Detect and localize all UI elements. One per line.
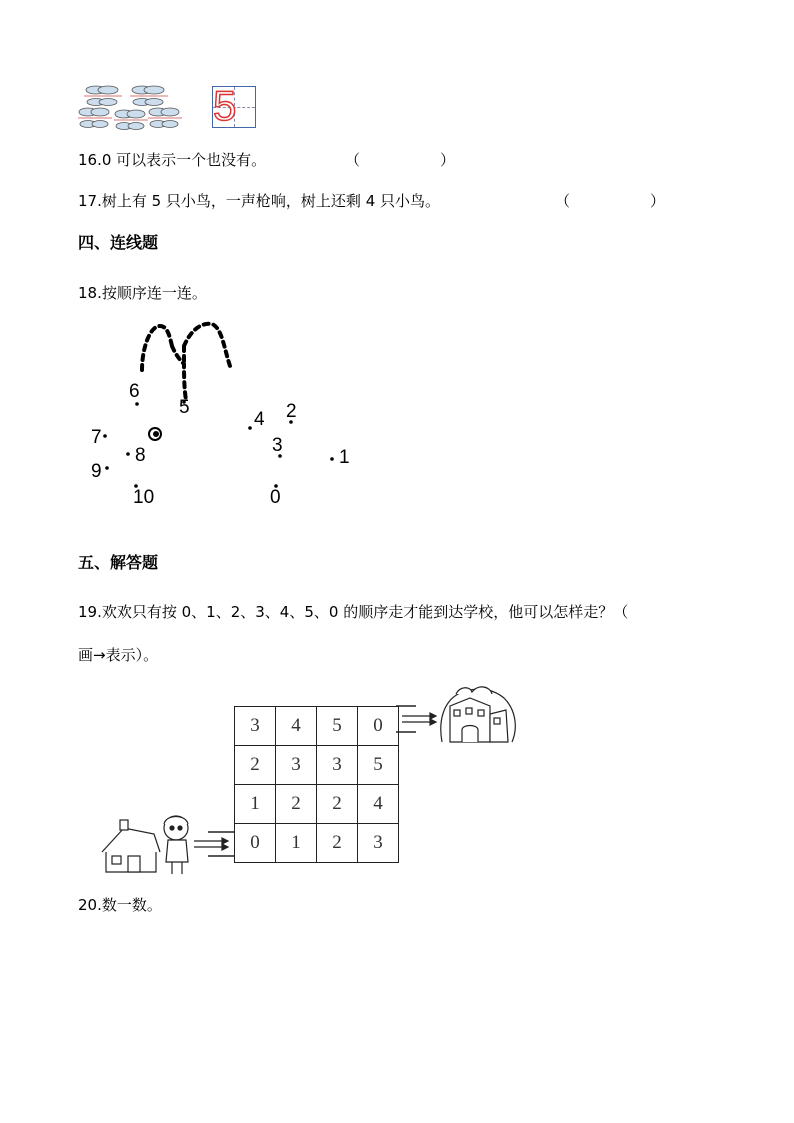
question-17 bbox=[78, 191, 440, 211]
grid-cell[interactable]: 2 bbox=[317, 785, 358, 824]
dot-label-7: 7 bbox=[91, 427, 102, 448]
grid-cell[interactable]: 2 bbox=[276, 785, 317, 824]
question-19-line2: 画→表示）。 bbox=[78, 646, 159, 664]
answer-paren-close: ） bbox=[440, 151, 456, 169]
answer-paren-open: （ bbox=[555, 192, 571, 210]
dot-label-10: 10 bbox=[133, 487, 155, 508]
grid-cell[interactable]: 5 bbox=[317, 707, 358, 746]
section-heading: 四、连线题 bbox=[78, 233, 159, 252]
maze-corridors bbox=[180, 690, 440, 880]
grid-cell[interactable]: 4 bbox=[358, 785, 399, 824]
grid-cell[interactable]: 0 bbox=[235, 824, 276, 863]
answer-paren-close: ） bbox=[650, 192, 666, 210]
house-and-child-illustration bbox=[98, 808, 198, 878]
question-18-text: 18.按顺序连一连。 bbox=[78, 284, 207, 302]
question-16-text: 16.0 可以表示一个也没有。 bbox=[78, 151, 267, 169]
dot-label-0: 0 bbox=[270, 487, 281, 508]
dot-label-2: 2 bbox=[286, 401, 297, 422]
school-illustration bbox=[436, 684, 520, 748]
grid-cell[interactable]: 5 bbox=[358, 746, 399, 785]
dragonflies-illustration bbox=[76, 80, 186, 132]
question-19-line1: 19.欢欢只有按 0、1、2、3、4、5、0 的顺序走才能到达学校，他可以怎样走？（ bbox=[78, 603, 629, 621]
question-17-text: 17.树上有 5 只小鸟，一声枪响，树上还剩 4 只小鸟。 bbox=[78, 192, 441, 210]
dot-label-8: 8 bbox=[135, 445, 146, 466]
tracing-box bbox=[212, 82, 256, 129]
dot-label-5: 5 bbox=[179, 397, 190, 418]
grid-cell[interactable]: 3 bbox=[235, 707, 276, 746]
grid-cell[interactable]: 4 bbox=[276, 707, 317, 746]
grid-cell[interactable]: 1 bbox=[276, 824, 317, 863]
grid-cell[interactable]: 3 bbox=[358, 824, 399, 863]
question-16 bbox=[78, 150, 266, 170]
grid-cell[interactable]: 2 bbox=[235, 746, 276, 785]
question-20-text: 20.数一数。 bbox=[78, 896, 162, 914]
dot-to-dot-figure bbox=[80, 318, 370, 518]
grid-cell[interactable]: 3 bbox=[317, 746, 358, 785]
dot-label-4: 4 bbox=[254, 409, 265, 430]
grid-cell[interactable]: 2 bbox=[317, 824, 358, 863]
dot-label-9: 9 bbox=[91, 461, 102, 482]
grid-cell[interactable]: 3 bbox=[276, 746, 317, 785]
answer-paren-open: （ bbox=[345, 151, 361, 169]
section-heading: 五、解答题 bbox=[78, 553, 159, 572]
grid-cell[interactable]: 1 bbox=[235, 785, 276, 824]
dot-label-1: 1 bbox=[339, 447, 350, 468]
dot-label-6: 6 bbox=[129, 381, 140, 402]
grid-cell[interactable]: 0 bbox=[358, 707, 399, 746]
traced-digit: 5 bbox=[213, 82, 237, 129]
dot-label-3: 3 bbox=[272, 435, 283, 456]
